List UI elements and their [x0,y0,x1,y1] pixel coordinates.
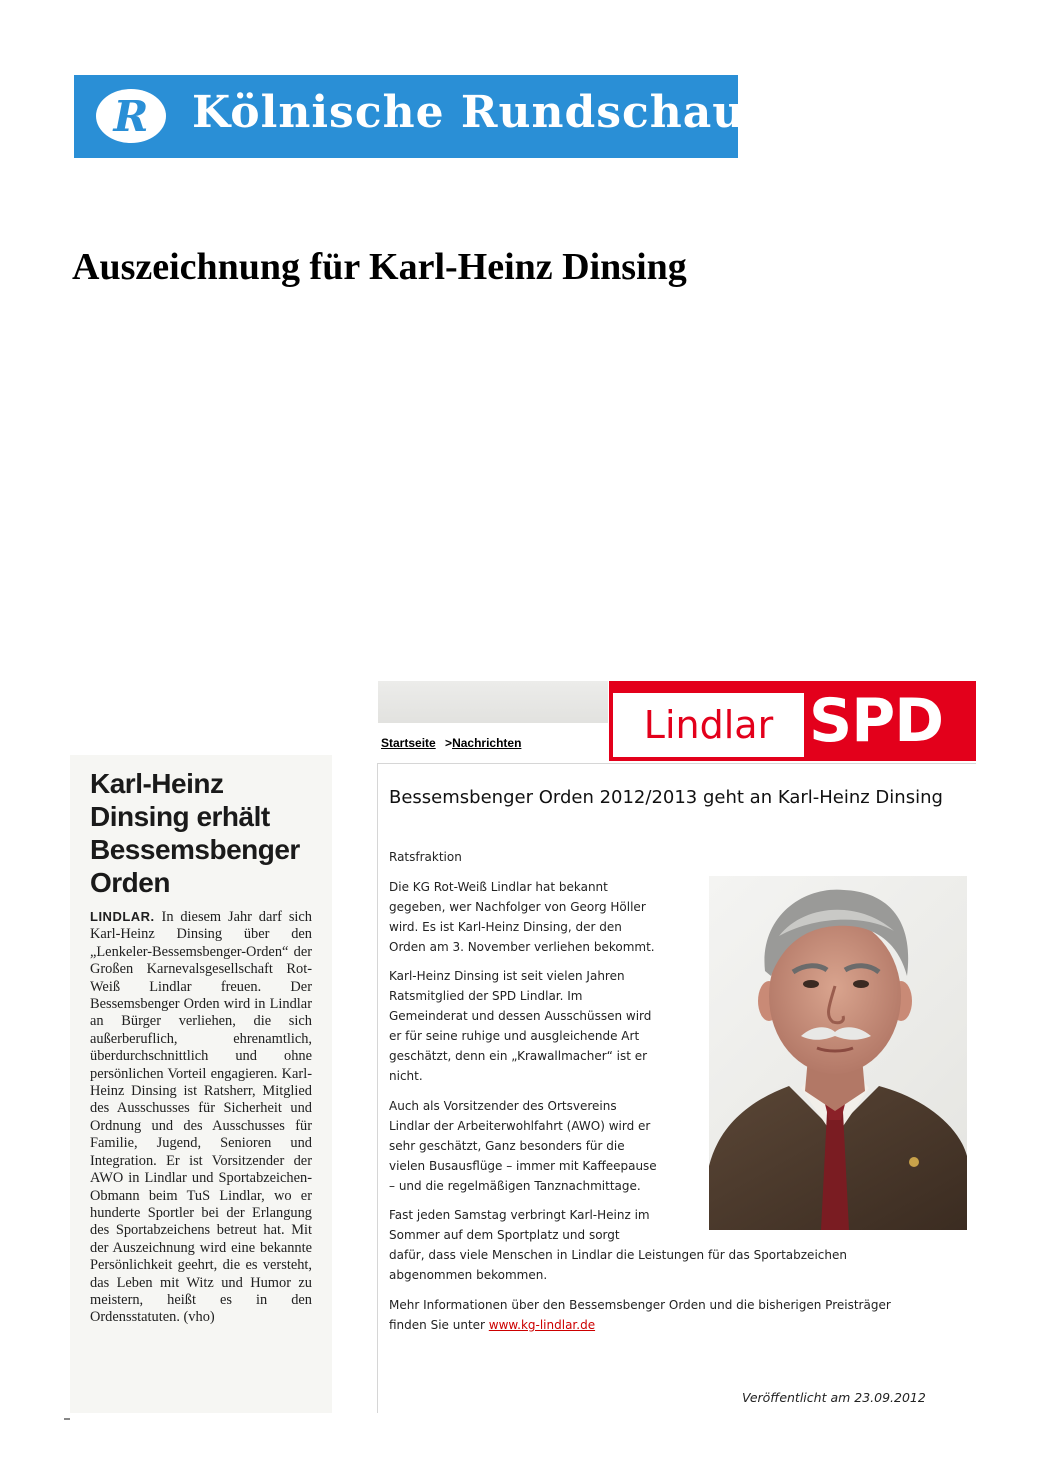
breadcrumb-home-link[interactable]: Startseite [381,736,436,750]
text-line: finden Sie unter [389,1318,485,1332]
text-line: nicht. [389,1069,423,1083]
article-paragraph-2 [389,966,651,1086]
text-line: Sommer auf dem Sportplatz und sorgt [389,1228,620,1242]
kg-lindlar-link[interactable]: www.kg-lindlar.de [488,1318,596,1332]
text-line: Auch als Vorsitzender des Ortsvereins [389,1099,617,1113]
logo-letter: R [113,92,149,141]
newspaper-clipping [70,755,332,1413]
article-paragraph-3 [389,1096,657,1196]
text-line: – und die regelmäßigen Tanznachmittage. [389,1179,641,1193]
newspaper-logo-icon [96,89,166,143]
breadcrumb [381,736,521,750]
portrait-photo [709,876,967,1230]
text-line: geschätzt, denn ein „Krawallmacher“ ist er [389,1049,648,1063]
text-line: Gemeinderat und dessen Ausschüssen wird [389,1009,652,1023]
article-title: Bessemsbenger Orden 2012/2013 geht an Karl-Heinz Dinsing [389,787,943,808]
publish-date: Veröffentlicht am 23.09.2012 [742,1390,926,1405]
spd-banner [609,681,976,761]
portrait-illustration [709,876,967,1230]
clipping-body [90,908,312,1327]
article-category: Ratsfraktion [389,850,462,864]
text-line: Die KG Rot-Weiß Lindlar hat bekannt [389,880,608,894]
banner-party-logo: SPD [809,686,943,756]
text-line: sehr geschätzt, Ganz besonders für die [389,1139,625,1153]
text-line: Ratsmitglied der SPD Lindlar. Im [389,989,583,1003]
article-paragraph-5 [389,1295,891,1335]
article-paragraph-1 [389,877,655,957]
text-line: Orden am 3. November verliehen bekommt. [389,940,655,954]
text-line: Karl-Heinz Dinsing ist seit vielen Jahren [389,969,625,983]
text-line: gegeben, wer Nachfolger von Georg Höller [389,900,646,914]
breadcrumb-news-link[interactable]: Nachrichten [452,736,522,750]
page-title: Auszeichnung für Karl-Heinz Dinsing [72,246,687,288]
clipping-headline [90,767,330,899]
text-line: vielen Busausflüge – immer mit Kaffeepause [389,1159,657,1173]
clipping-text: In diesem Jahr darf sich Karl-Heinz Dinsing über den „Lenkeler-Bessemsbenger-Orden“ der Großen Karnevalsgesellschaft Rot-Weiß Lindlar freuen. Der Bessemsbenger Orden wird in Lindlar an Bürger verliehen, die sich außerberuflich, ehrenamtlich, überdurchschnittlich und ohne persönlichen Vorteil engagieren. Karl-Heinz Dinsing ist Ratsherr, Mitglied des Ausschusses für Sicherheit und Ordnung und des Ausschusses für Familie, Jugend, Senioren und Integration. Er ist Vorsitzender der AWO in Lindlar und Sportabzeichen-Obmann beim TuS Lindlar, wo er hunderte Sportler bei der Erlangung des Sportabzeichens betreut hat. Mit der Auszeichnung wird eine bekannte Persönlichkeit geehrt, die es versteht, das Leben mit Witz und Humor zu meistern, heißt es in den Ordensstatuten. (vho) [90,909,312,1326]
banner-town: Lindlar [643,703,774,747]
clipping-headline-line: Karl-Heinz [90,768,224,799]
clipping-headline-line: Orden [90,867,170,898]
clipping-headline-line: Bessemsbenger [90,834,300,865]
newspaper-name: Kölnische Rundschau [192,87,746,138]
spd-site-topbar [378,681,608,723]
text-line: er für seine ruhige und ausgleichende Art [389,1029,640,1043]
text-line: Mehr Informationen über den Bessemsbenger Orden und die bisherigen Preisträger [389,1298,891,1312]
text-line: wird. Es ist Karl-Heinz Dinsing, der den [389,920,622,934]
clipping-headline-line: Dinsing erhält [90,801,270,832]
page-mark [64,1418,70,1420]
newspaper-masthead [74,75,746,158]
breadcrumb-separator: > [445,736,453,750]
text-line: dafür, dass viele Menschen in Lindlar die Leistungen für das Sportabzeichen [389,1248,847,1262]
text-line: Lindlar der Arbeiterwohlfahrt (AWO) wird er [389,1119,651,1133]
text-line: Fast jeden Samstag verbringt Karl-Heinz im [389,1208,650,1222]
text-line: abgenommen bekommen. [389,1268,548,1282]
clipping-dateline: LINDLAR. [90,909,155,924]
